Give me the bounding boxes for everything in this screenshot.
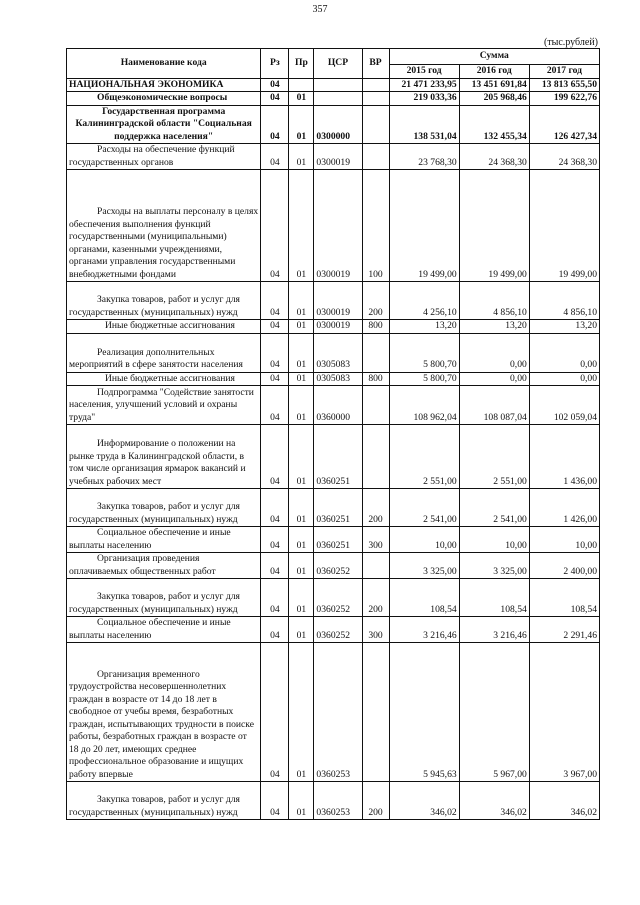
row-name: Закупка товаров, работ и услуг для государственных (муниципальных) нужд	[67, 282, 261, 320]
row-pr: 01	[289, 527, 314, 553]
row-value-2017: 13,20	[529, 320, 599, 334]
row-name: Закупка товаров, работ и услуг для государственных (муниципальных) нужд	[67, 579, 261, 617]
row-value-2016: 108,54	[459, 579, 529, 617]
row-value-2015: 138 531,04	[389, 105, 459, 144]
row-value-2015: 5 800,70	[389, 372, 459, 386]
table-row	[67, 78, 600, 92]
row-value-2016: 2 551,00	[459, 425, 529, 489]
row-name: Государственная программа Калининградской области "Социальная поддержка населения"	[67, 105, 261, 144]
row-pr: 01	[289, 144, 314, 170]
row-value-2017: 2 400,00	[529, 553, 599, 579]
row-csr: 0360252	[314, 553, 362, 579]
row-value-2015: 346,02	[389, 782, 459, 820]
row-csr: 0360252	[314, 579, 362, 617]
row-value-2017: 1 426,00	[529, 489, 599, 527]
row-pr: 01	[289, 320, 314, 334]
row-rz: 04	[261, 282, 289, 320]
row-value-2016: 0,00	[459, 333, 529, 372]
table-row	[67, 579, 600, 617]
row-rz: 04	[261, 105, 289, 144]
row-value-2015: 19 499,00	[389, 170, 459, 282]
row-rz: 04	[261, 320, 289, 334]
row-vr: 800	[362, 320, 389, 334]
row-vr: 300	[362, 527, 389, 553]
row-csr: 0305083	[314, 333, 362, 372]
row-pr: 01	[289, 92, 314, 106]
row-value-2015: 219 033,36	[389, 92, 459, 106]
table-row	[67, 386, 600, 425]
row-value-2017: 10,00	[529, 527, 599, 553]
table-row	[67, 617, 600, 643]
row-rz: 04	[261, 333, 289, 372]
row-name: Закупка товаров, работ и услуг для государственных (муниципальных) нужд	[67, 782, 261, 820]
table-row	[67, 320, 600, 334]
table-row	[67, 170, 600, 282]
row-csr: 0300000	[314, 105, 362, 144]
row-csr: 0300019	[314, 282, 362, 320]
row-rz: 04	[261, 579, 289, 617]
row-value-2016: 205 968,46	[459, 92, 529, 106]
table-row	[67, 553, 600, 579]
row-value-2016: 4 856,10	[459, 282, 529, 320]
header-pr: Пр	[289, 49, 314, 79]
row-csr: 0300019	[314, 170, 362, 282]
row-name: Подпрограмма "Содействие занятости населения, улучшений условий и охраны труда"	[67, 386, 261, 425]
row-csr: 0360251	[314, 425, 362, 489]
row-csr: 0300019	[314, 144, 362, 170]
table-row	[67, 489, 600, 527]
row-vr	[362, 144, 389, 170]
row-pr: 01	[289, 170, 314, 282]
row-pr: 01	[289, 617, 314, 643]
table-row	[67, 333, 600, 372]
row-value-2015: 5 945,63	[389, 643, 459, 782]
row-pr: 01	[289, 643, 314, 782]
row-pr	[289, 78, 314, 92]
row-value-2017: 108,54	[529, 579, 599, 617]
row-rz: 04	[261, 170, 289, 282]
row-csr: 0360253	[314, 782, 362, 820]
row-name: Иные бюджетные ассигнования	[67, 320, 261, 334]
header-name: Наименование кода	[67, 49, 261, 79]
row-value-2017: 19 499,00	[529, 170, 599, 282]
row-name: Информирование о положении на рынке труда в Калининградской области, в том числе организация ярмарок вакансий и учебных рабочих мест	[67, 425, 261, 489]
row-value-2015: 21 471 233,95	[389, 78, 459, 92]
row-vr: 200	[362, 282, 389, 320]
row-csr: 0360252	[314, 617, 362, 643]
row-rz: 04	[261, 386, 289, 425]
table-row	[67, 527, 600, 553]
row-name: Реализация дополнительных мероприятий в сфере занятости населения	[67, 333, 261, 372]
row-pr: 01	[289, 579, 314, 617]
row-value-2016: 3 216,46	[459, 617, 529, 643]
row-value-2016: 0,00	[459, 372, 529, 386]
table-row	[67, 782, 600, 820]
row-csr: 0360251	[314, 527, 362, 553]
row-csr: 0305083	[314, 372, 362, 386]
row-value-2017: 199 622,76	[529, 92, 599, 106]
row-vr	[362, 105, 389, 144]
header-vr: ВР	[362, 49, 389, 79]
row-value-2016: 2 541,00	[459, 489, 529, 527]
row-value-2015: 3 216,46	[389, 617, 459, 643]
table-row	[67, 425, 600, 489]
header-csr: ЦСР	[314, 49, 362, 79]
header-2015: 2015 год	[389, 65, 459, 79]
row-value-2015: 13,20	[389, 320, 459, 334]
table-row	[67, 282, 600, 320]
row-vr: 100	[362, 170, 389, 282]
row-vr: 200	[362, 489, 389, 527]
row-rz: 04	[261, 782, 289, 820]
row-rz: 04	[261, 489, 289, 527]
row-pr: 01	[289, 386, 314, 425]
row-name: НАЦИОНАЛЬНАЯ ЭКОНОМИКА	[67, 78, 261, 92]
row-rz: 04	[261, 617, 289, 643]
row-pr: 01	[289, 282, 314, 320]
page-number: 357	[312, 4, 328, 15]
table-row	[67, 643, 600, 782]
header-2016: 2016 год	[459, 65, 529, 79]
units-label: (тыс.рублей)	[543, 37, 598, 48]
row-name: Организация проведения оплачиваемых общественных работ	[67, 553, 261, 579]
header-2017: 2017 год	[529, 65, 599, 79]
row-value-2015: 2 551,00	[389, 425, 459, 489]
row-name: Расходы на выплаты персоналу в целях обеспечения выполнения функций государственными (муниципальными) органами, казенными учреждениями, органами управления государственными внебюджетными фондами	[67, 170, 261, 282]
header-sum: Сумма	[389, 49, 599, 65]
row-name: Закупка товаров, работ и услуг для государственных (муниципальных) нужд	[67, 489, 261, 527]
row-name: Общеэкономические вопросы	[67, 92, 261, 106]
row-csr	[314, 92, 362, 106]
row-name: Социальное обеспечение и иные выплаты населению	[67, 617, 261, 643]
row-vr	[362, 553, 389, 579]
row-name: Социальное обеспечение и иные выплаты населению	[67, 527, 261, 553]
row-pr: 01	[289, 372, 314, 386]
row-value-2017: 3 967,00	[529, 643, 599, 782]
row-vr: 200	[362, 782, 389, 820]
row-value-2017: 24 368,30	[529, 144, 599, 170]
row-value-2015: 2 541,00	[389, 489, 459, 527]
row-vr: 200	[362, 579, 389, 617]
row-csr	[314, 78, 362, 92]
row-rz: 04	[261, 78, 289, 92]
row-pr: 01	[289, 333, 314, 372]
row-pr: 01	[289, 425, 314, 489]
row-value-2017: 4 856,10	[529, 282, 599, 320]
row-pr: 01	[289, 105, 314, 144]
table-row	[67, 105, 600, 144]
row-name: Расходы на обеспечение функций государственных органов	[67, 144, 261, 170]
row-value-2017: 0,00	[529, 333, 599, 372]
row-value-2016: 132 455,34	[459, 105, 529, 144]
row-vr	[362, 425, 389, 489]
table-row	[67, 144, 600, 170]
row-value-2015: 23 768,30	[389, 144, 459, 170]
row-value-2015: 5 800,70	[389, 333, 459, 372]
row-csr: 0300019	[314, 320, 362, 334]
row-rz: 04	[261, 144, 289, 170]
row-pr: 01	[289, 553, 314, 579]
row-value-2017: 0,00	[529, 372, 599, 386]
row-rz: 04	[261, 92, 289, 106]
row-pr: 01	[289, 489, 314, 527]
row-value-2017: 126 427,34	[529, 105, 599, 144]
row-value-2015: 4 256,10	[389, 282, 459, 320]
row-value-2017: 2 291,46	[529, 617, 599, 643]
row-vr	[362, 92, 389, 106]
row-value-2017: 346,02	[529, 782, 599, 820]
header-rz: Рз	[261, 49, 289, 79]
row-value-2016: 19 499,00	[459, 170, 529, 282]
row-value-2015: 10,00	[389, 527, 459, 553]
table-row	[67, 92, 600, 106]
row-value-2015: 108,54	[389, 579, 459, 617]
row-name: Иные бюджетные ассигнования	[67, 372, 261, 386]
row-value-2016: 5 967,00	[459, 643, 529, 782]
row-csr: 0360251	[314, 489, 362, 527]
row-value-2016: 13 451 691,84	[459, 78, 529, 92]
row-value-2015: 108 962,04	[389, 386, 459, 425]
table-row	[67, 372, 600, 386]
row-rz: 04	[261, 643, 289, 782]
row-csr: 0360253	[314, 643, 362, 782]
row-value-2016: 346,02	[459, 782, 529, 820]
row-rz: 04	[261, 372, 289, 386]
row-rz: 04	[261, 527, 289, 553]
row-pr: 01	[289, 782, 314, 820]
row-vr: 300	[362, 617, 389, 643]
budget-table	[66, 48, 600, 820]
row-name: Организация временного трудоустройства несовершеннолетних граждан в возрасте от 14 до 18 лет в свободное от учебы время, безработных граждан, испытывающих трудности в поиске работы, безработных граждан в возрасте от 18 до 20 лет, имеющих среднее профессиональное образование и ищущих работу впервые	[67, 643, 261, 782]
row-vr	[362, 386, 389, 425]
row-vr	[362, 333, 389, 372]
row-value-2017: 1 436,00	[529, 425, 599, 489]
row-value-2017: 13 813 655,50	[529, 78, 599, 92]
table-body	[67, 78, 600, 820]
row-value-2016: 108 087,04	[459, 386, 529, 425]
row-value-2016: 24 368,30	[459, 144, 529, 170]
row-rz: 04	[261, 425, 289, 489]
row-value-2016: 10,00	[459, 527, 529, 553]
row-vr	[362, 643, 389, 782]
row-vr: 800	[362, 372, 389, 386]
row-value-2015: 3 325,00	[389, 553, 459, 579]
row-value-2016: 13,20	[459, 320, 529, 334]
row-csr: 0360000	[314, 386, 362, 425]
row-vr	[362, 78, 389, 92]
row-rz: 04	[261, 553, 289, 579]
row-value-2017: 102 059,04	[529, 386, 599, 425]
row-value-2016: 3 325,00	[459, 553, 529, 579]
